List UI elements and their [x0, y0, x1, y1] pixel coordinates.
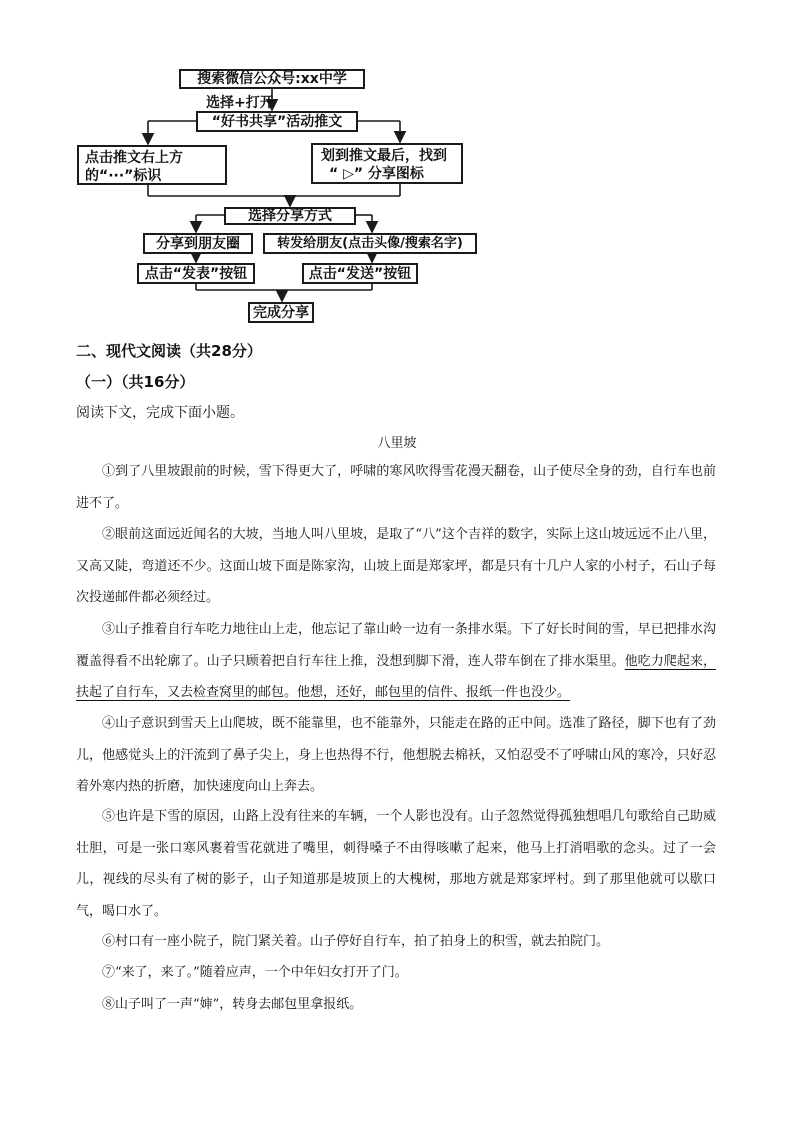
flowchart-left-top-line1: 点击推文右上方 [85, 150, 183, 166]
flowchart-moments-box [143, 233, 253, 254]
flowchart-article-label: “好书共享”活动推文 [211, 113, 343, 130]
flowchart-publish-label: 点击“发表”按钮 [144, 265, 248, 282]
flowchart-search-box [179, 69, 365, 89]
section-heading: 二、现代文阅读（共28分） [76, 342, 262, 360]
paragraph-6: ⑥村口有一座小院子，院门紧关着。山子停好自行车，拍了拍身上的积雪，就去拍院门。 [102, 934, 610, 949]
flowchart-article-box [196, 111, 358, 132]
paragraph-3-text: ③山子推着自行车吃力地往山上走，他忘记了靠山岭一边有一条排水渠。下了好长时间的雪，早已把排水沟覆盖得看不出轮廓了。山子只顾着把自行车往上推，没想到脚下滑，连人带车倒在了排水渠里。 [76, 622, 716, 669]
paragraph-5: ⑤也许是下雪的原因，山路上没有往来的车辆，一个人影也没有。山子忽然觉得孤独想唱几句歌给自己助威壮胆，可是一张口寒风裹着雪花就进了嘴里，刺得嗓子不由得咳嗽了起来，他马上打消唱歌的念头。过了一会儿，视线的尽头有了树的影子，山子知道那是坡顶上的大槐树，那地方就是郑家坪村。到了那里他就可以歇口气，喝口水了。 [76, 809, 716, 919]
article-title: 八里坡 [377, 436, 417, 451]
flowchart-forward-label: 转发给朋友(点击头像/搜索名字) [277, 235, 463, 251]
paragraph-4: ④山子意识到雪天上山爬坡，既不能靠里，也不能靠外，只能走在路的正中间。选准了路径，脚下也有了劲儿，他感觉头上的汗流到了鼻子尖上，身上也热得不行，他想脱去棉袄，又怕忍受不了呼啸山风的寒冷，只好忍着外寒内热的折磨，加快速度向山上奔去。 [76, 716, 716, 794]
flowchart-right-top-line1: 划到推文最后，找到 [321, 148, 447, 164]
flowchart-done-box [248, 302, 314, 323]
paragraph-3-underlined: 他吃力爬起来，扶起了自行车，又去检查窝里的邮包。他想，还好，邮包里的信件、报纸一件也没少。 [76, 653, 716, 700]
paragraph-7: ⑦“来了，来了。”随着应声，一个中年妇女打开了门。 [102, 965, 408, 980]
flowchart-left-top-line2: 的“···”标识 [85, 168, 162, 184]
paragraph-2: ②眼前这面远近闻名的大坡，当地人叫八里坡，是取了“八”这个吉祥的数字，实际上这山坡远远不止八里，又高又陡，弯道还不少。这面山坡下面是陈家沟，山坡上面是郑家坪，都是只有十几户人家的小村子，石山子每次投递邮件都必须经过。 [76, 527, 716, 605]
flowchart-select-open-label: 选择+打开 [206, 95, 274, 111]
flowchart-right-top-box [311, 143, 463, 184]
reading-instruction: 阅读下文，完成下面小题。 [76, 405, 244, 421]
flowchart-left-top-box [77, 145, 227, 185]
flowchart-forward-box [263, 233, 477, 254]
flowchart-moments-label: 分享到朋友圈 [156, 235, 240, 252]
flowchart-publish-box [137, 263, 255, 284]
flowchart-done-label: 完成分享 [253, 304, 309, 321]
paragraph-8: ⑧山子叫了一声“婶”，转身去邮包里拿报纸。 [102, 997, 363, 1012]
flowchart-share-method-label: 选择分享方式 [248, 208, 332, 224]
flowchart-share-method-box [224, 207, 356, 225]
flowchart-send-box [302, 263, 418, 284]
paragraph-1: ①到了八里坡跟前的时候，雪下得更大了，呼啸的寒风吹得雪花漫天翻卷，山子使尽全身的劲，自行车也前进不了。 [76, 464, 716, 511]
flowchart-search-label: 搜索微信公众号:xx中学 [197, 71, 347, 87]
paragraph-3 [76, 614, 716, 709]
sub-heading: （一）（共16分） [76, 373, 195, 391]
flowchart-send-label: 点击“发送”按钮 [308, 265, 412, 282]
flowchart-right-top-line2: “ ▷” 分享图标 [329, 166, 424, 182]
